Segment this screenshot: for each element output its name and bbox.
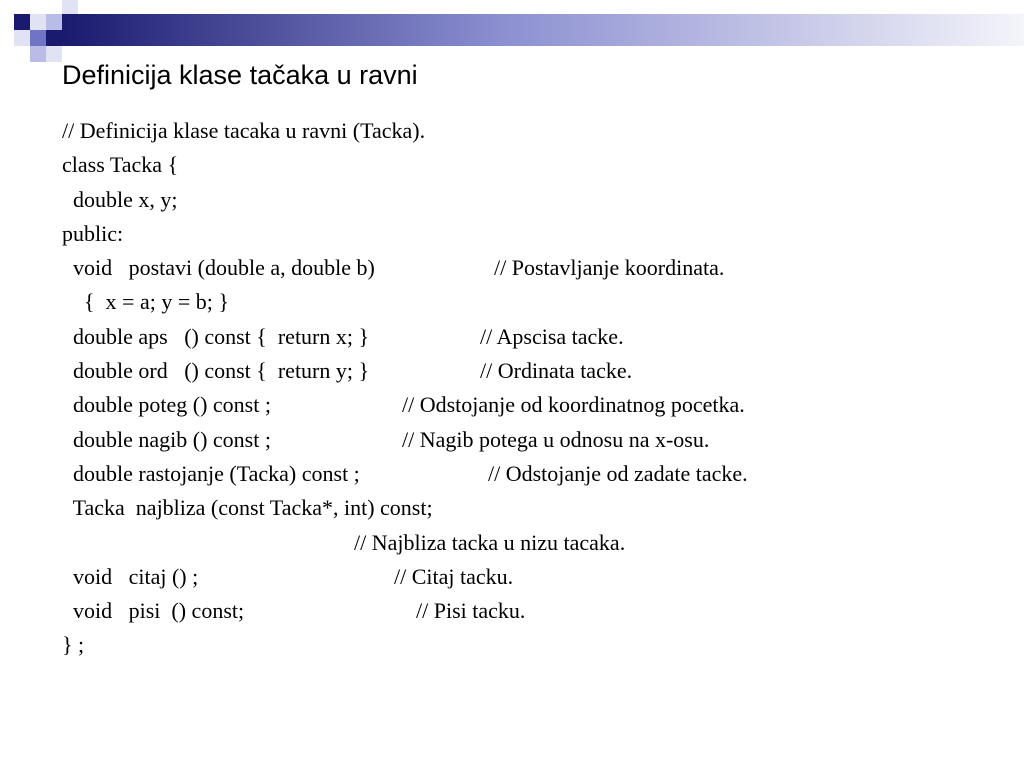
deco-square xyxy=(30,14,46,30)
code-comment: // Najbliza tacka u nizu tacaka. xyxy=(354,529,626,555)
code-comment: // Odstojanje od koordinatnog pocetka. xyxy=(402,392,745,418)
deco-square xyxy=(14,30,30,46)
code-comment: // Apscisa tacke. xyxy=(480,323,624,349)
deco-square xyxy=(14,14,30,30)
code-line xyxy=(62,148,433,182)
slide-title: Definicija klase tačaka u ravni xyxy=(62,60,418,90)
code-line xyxy=(62,320,624,354)
code-comment: // Postavljanje koordinata. xyxy=(494,255,725,281)
code-text: } ; xyxy=(62,632,85,658)
code-text: double rastojanje (Tacka) const ; xyxy=(62,460,360,486)
deco-square xyxy=(46,46,62,62)
code-block xyxy=(62,114,748,663)
deco-square xyxy=(30,30,46,46)
code-line xyxy=(62,457,748,491)
deco-square xyxy=(62,0,78,14)
decorative-header-pattern xyxy=(0,0,1024,62)
deco-square xyxy=(0,46,14,62)
code-comment: // Citaj tacku. xyxy=(394,563,514,589)
code-line xyxy=(62,423,710,457)
code-line xyxy=(62,354,633,388)
code-line xyxy=(62,217,433,251)
code-text: { x = a; y = b; } xyxy=(62,289,229,315)
code-line xyxy=(62,526,626,560)
code-text: void postavi (double a, double b) xyxy=(62,255,375,281)
code-line xyxy=(62,114,433,148)
code-line xyxy=(62,285,433,319)
code-line xyxy=(62,183,433,217)
code-text: Tacka najbliza (const Tacka*, int) const; xyxy=(62,495,433,521)
code-comment: // Pisi tacku. xyxy=(416,598,526,624)
code-line xyxy=(62,388,745,422)
deco-square xyxy=(46,14,62,30)
code-text: void pisi () const; xyxy=(62,598,245,624)
code-text: // Definicija klase tacaka u ravni (Tacka). xyxy=(62,118,426,143)
code-text: double aps () const { return x; } xyxy=(62,323,370,349)
code-line xyxy=(62,560,514,594)
code-text: double ord () const { return y; } xyxy=(62,358,370,384)
code-comment: // Odstojanje od zadate tacke. xyxy=(488,460,748,486)
code-text: void citaj () ; xyxy=(62,563,199,589)
code-text: class Tacka { xyxy=(62,152,179,178)
code-comment: // Ordinata tacke. xyxy=(480,358,633,384)
code-text: double poteg () const ; xyxy=(62,392,271,418)
header-gradient-bar xyxy=(62,14,1024,46)
code-line xyxy=(62,628,433,662)
code-line xyxy=(62,251,725,285)
code-text: double x, y; xyxy=(62,186,178,212)
code-comment: // Nagib potega u odnosu na x-osu. xyxy=(402,426,710,452)
code-line xyxy=(62,491,433,525)
code-text: public: xyxy=(62,220,124,246)
code-text: double nagib () const ; xyxy=(62,426,271,452)
deco-square xyxy=(46,30,62,46)
code-line xyxy=(62,594,526,628)
deco-square xyxy=(30,46,46,62)
